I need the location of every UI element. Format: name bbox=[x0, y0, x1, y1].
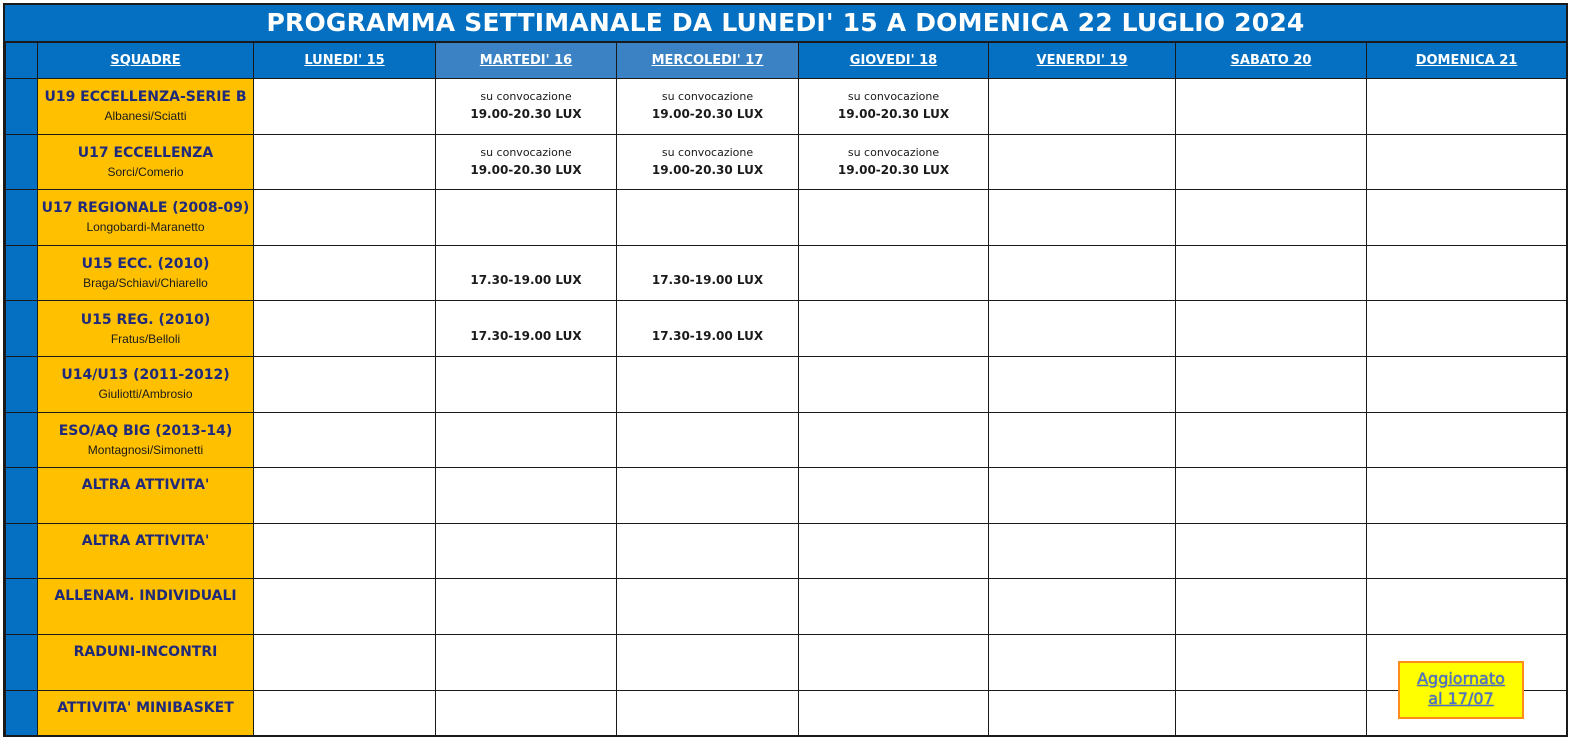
schedule-cell-sat bbox=[1176, 79, 1367, 135]
slot-note: su convocazione bbox=[480, 90, 572, 104]
slot-time: 17.30-19.00 LUX bbox=[470, 328, 582, 343]
schedule-cell-mon bbox=[254, 523, 436, 579]
team-name: U14/U13 (2011-2012) bbox=[61, 367, 230, 384]
team-cell bbox=[38, 79, 254, 135]
schedule-cell-tue bbox=[436, 245, 617, 301]
table-row bbox=[6, 690, 1567, 737]
team-name: U17 REGIONALE (2008-09) bbox=[41, 200, 250, 217]
schedule-cell-sun bbox=[1367, 523, 1567, 579]
schedule-cell-thu bbox=[799, 690, 989, 737]
schedule-cell-sun bbox=[1367, 134, 1567, 190]
row-stripe bbox=[6, 79, 38, 135]
team-name: ESO/AQ BIG (2013-14) bbox=[58, 422, 233, 439]
slot-time: 19.00-20.30 LUX bbox=[470, 107, 582, 122]
team-name: U15 ECC. (2010) bbox=[81, 256, 210, 273]
table-row bbox=[6, 79, 1567, 135]
row-stripe bbox=[6, 412, 38, 468]
schedule-cell-tue bbox=[436, 190, 617, 246]
schedule-cell-sun bbox=[1367, 412, 1567, 468]
schedule-cell-mon bbox=[254, 468, 436, 524]
team-name: ALLENAM. INDIVIDUALI bbox=[54, 588, 237, 605]
slot-time: 17.30-19.00 LUX bbox=[470, 273, 582, 288]
team-coaches: Braga/Schiavi/Chiarello bbox=[83, 276, 208, 291]
schedule-title: PROGRAMMA SETTIMANALE DA LUNEDI' 15 A DOMENICA 22 LUGLIO 2024 bbox=[5, 5, 1566, 42]
schedule-cell-sat bbox=[1176, 356, 1367, 412]
slot-time: 19.00-20.30 LUX bbox=[837, 162, 950, 177]
schedule-cell-tue bbox=[436, 523, 617, 579]
schedule-cell-mon bbox=[254, 190, 436, 246]
schedule-cell-fri bbox=[989, 190, 1176, 246]
schedule-cell-sat bbox=[1176, 468, 1367, 524]
schedule-cell-thu bbox=[799, 412, 989, 468]
schedule-cell-sat bbox=[1176, 523, 1367, 579]
schedule-cell-tue bbox=[436, 79, 617, 135]
row-stripe bbox=[6, 134, 38, 190]
schedule-cell-mon bbox=[254, 356, 436, 412]
row-stripe bbox=[6, 579, 38, 635]
row-stripe bbox=[6, 301, 38, 357]
schedule-cell-thu bbox=[799, 245, 989, 301]
team-coaches: Longobardi-Maranetto bbox=[86, 220, 205, 235]
schedule-cell-wed bbox=[617, 412, 799, 468]
table-row bbox=[6, 468, 1567, 524]
schedule-cell-thu bbox=[799, 79, 989, 135]
table-row bbox=[6, 579, 1567, 635]
schedule-cell-wed bbox=[617, 579, 799, 635]
table-row bbox=[6, 523, 1567, 579]
schedule-cell-wed bbox=[617, 690, 799, 737]
schedule-cell-fri bbox=[989, 79, 1176, 135]
header-day-thu: GIOVEDI' 18 bbox=[799, 43, 989, 79]
team-name: U19 ECCELLENZA-SERIE B bbox=[44, 89, 247, 106]
schedule-cell-thu bbox=[799, 190, 989, 246]
schedule-cell-tue bbox=[436, 468, 617, 524]
row-stripe bbox=[6, 190, 38, 246]
schedule-cell-sat bbox=[1176, 412, 1367, 468]
schedule-cell-tue bbox=[436, 301, 617, 357]
team-cell bbox=[38, 412, 254, 468]
schedule-cell-fri bbox=[989, 634, 1176, 690]
schedule-cell-thu bbox=[799, 468, 989, 524]
slot-note: su convocazione bbox=[661, 90, 754, 104]
table-row bbox=[6, 190, 1567, 246]
table-row bbox=[6, 301, 1567, 357]
schedule-cell-mon bbox=[254, 412, 436, 468]
schedule-cell-thu bbox=[799, 134, 989, 190]
weekly-schedule-table bbox=[5, 42, 1567, 737]
schedule-cell-tue bbox=[436, 690, 617, 737]
slot-time: 17.30-19.00 LUX bbox=[651, 273, 764, 288]
schedule-cell-thu bbox=[799, 634, 989, 690]
schedule-cell-thu bbox=[799, 579, 989, 635]
schedule-cell-sun bbox=[1367, 468, 1567, 524]
schedule-cell-fri bbox=[989, 579, 1176, 635]
slot-time: 17.30-19.00 LUX bbox=[651, 328, 764, 343]
header-day-sat: SABATO 20 bbox=[1176, 43, 1367, 79]
team-cell bbox=[38, 634, 254, 690]
schedule-cell-sun bbox=[1367, 301, 1567, 357]
schedule-cell-fri bbox=[989, 245, 1176, 301]
header-row bbox=[6, 43, 1567, 79]
row-stripe bbox=[6, 523, 38, 579]
schedule-cell-wed bbox=[617, 245, 799, 301]
schedule-cell-tue bbox=[436, 579, 617, 635]
schedule-cell-fri bbox=[989, 690, 1176, 737]
schedule-cell-mon bbox=[254, 634, 436, 690]
team-cell bbox=[38, 356, 254, 412]
schedule-cell-wed bbox=[617, 356, 799, 412]
schedule-cell-fri bbox=[989, 468, 1176, 524]
table-row bbox=[6, 412, 1567, 468]
schedule-cell-thu bbox=[799, 301, 989, 357]
schedule-cell-tue bbox=[436, 134, 617, 190]
schedule-cell-sat bbox=[1176, 134, 1367, 190]
schedule-cell-tue bbox=[436, 412, 617, 468]
schedule-cell-sun bbox=[1367, 579, 1567, 635]
slot-note: su convocazione bbox=[847, 145, 940, 159]
slot-time: 19.00-20.30 LUX bbox=[470, 162, 582, 177]
schedule-cell-sun bbox=[1367, 245, 1567, 301]
schedule-cell-mon bbox=[254, 245, 436, 301]
slot-time: 19.00-20.30 LUX bbox=[651, 107, 764, 122]
schedule-cell-wed bbox=[617, 134, 799, 190]
schedule-cell-sun bbox=[1367, 356, 1567, 412]
header-day-wed: MERCOLEDI' 17 bbox=[617, 43, 799, 79]
row-stripe bbox=[6, 356, 38, 412]
slot-note: su convocazione bbox=[661, 145, 754, 159]
table-row bbox=[6, 134, 1567, 190]
team-cell bbox=[38, 301, 254, 357]
team-cell bbox=[38, 468, 254, 524]
schedule-cell-sat bbox=[1176, 634, 1367, 690]
schedule-cell-tue bbox=[436, 356, 617, 412]
team-cell bbox=[38, 523, 254, 579]
row-stripe bbox=[6, 245, 38, 301]
header-day-mon: LUNEDI' 15 bbox=[254, 43, 436, 79]
schedule-cell-wed bbox=[617, 523, 799, 579]
row-stripe bbox=[6, 634, 38, 690]
slot-note: su convocazione bbox=[480, 145, 572, 159]
team-coaches: Fratus/Belloli bbox=[110, 331, 181, 346]
header-day-sun: DOMENICA 21 bbox=[1367, 43, 1567, 79]
team-coaches: Montagnosi/Simonetti bbox=[87, 442, 204, 457]
slot-time: 19.00-20.30 LUX bbox=[651, 162, 764, 177]
team-cell bbox=[38, 245, 254, 301]
team-name: U15 REG. (2010) bbox=[80, 311, 211, 328]
team-coaches: Albanesi/Sciatti bbox=[104, 109, 187, 124]
schedule-cell-sun bbox=[1367, 190, 1567, 246]
schedule-cell-mon bbox=[254, 690, 436, 737]
row-stripe bbox=[6, 690, 38, 737]
team-name: ALTRA ATTIVITA' bbox=[81, 532, 210, 549]
schedule-cell-fri bbox=[989, 356, 1176, 412]
header-teams: SQUADRE bbox=[38, 43, 254, 79]
header-stripe bbox=[6, 43, 38, 79]
table-row bbox=[6, 356, 1567, 412]
schedule-cell-mon bbox=[254, 579, 436, 635]
slot-time: 19.00-20.30 LUX bbox=[837, 107, 950, 122]
schedule-cell-tue bbox=[436, 634, 617, 690]
slot-note: su convocazione bbox=[847, 90, 940, 104]
schedule-cell-sat bbox=[1176, 245, 1367, 301]
schedule-cell-sat bbox=[1176, 301, 1367, 357]
schedule-cell-wed bbox=[617, 79, 799, 135]
schedule-cell-mon bbox=[254, 79, 436, 135]
schedule-cell-fri bbox=[989, 412, 1176, 468]
header-day-tue: MARTEDI' 16 bbox=[436, 43, 617, 79]
schedule-cell-wed bbox=[617, 190, 799, 246]
schedule-cell-thu bbox=[799, 523, 989, 579]
schedule-cell-sat bbox=[1176, 690, 1367, 737]
team-name: ATTIVITA' MINIBASKET bbox=[57, 699, 234, 716]
table-row bbox=[6, 634, 1567, 690]
schedule-cell-mon bbox=[254, 134, 436, 190]
schedule-cell-mon bbox=[254, 301, 436, 357]
schedule-cell-fri bbox=[989, 134, 1176, 190]
schedule-cell-sat bbox=[1176, 190, 1367, 246]
schedule-cell-thu bbox=[799, 356, 989, 412]
team-name: ALTRA ATTIVITA' bbox=[81, 477, 210, 494]
updated-badge bbox=[1398, 661, 1524, 719]
header-day-fri: VENERDI' 19 bbox=[989, 43, 1176, 79]
updated-badge-line2: al 17/07 bbox=[1428, 689, 1494, 708]
schedule-cell-wed bbox=[617, 468, 799, 524]
schedule-cell-sat bbox=[1176, 579, 1367, 635]
team-cell bbox=[38, 134, 254, 190]
schedule-sheet bbox=[3, 3, 1568, 737]
team-cell bbox=[38, 690, 254, 737]
team-cell bbox=[38, 579, 254, 635]
table-row bbox=[6, 245, 1567, 301]
schedule-cell-wed bbox=[617, 301, 799, 357]
schedule-cell-sun bbox=[1367, 79, 1567, 135]
team-name: U17 ECCELLENZA bbox=[77, 144, 214, 161]
team-coaches: Giuliotti/Ambrosio bbox=[98, 387, 193, 402]
schedule-cell-fri bbox=[989, 523, 1176, 579]
row-stripe bbox=[6, 468, 38, 524]
team-cell bbox=[38, 190, 254, 246]
team-name: RADUNI-INCONTRI bbox=[73, 643, 218, 660]
schedule-cell-wed bbox=[617, 634, 799, 690]
schedule-cell-fri bbox=[989, 301, 1176, 357]
team-coaches: Sorci/Comerio bbox=[107, 164, 184, 179]
updated-badge-line1: Aggiornato bbox=[1417, 669, 1505, 688]
